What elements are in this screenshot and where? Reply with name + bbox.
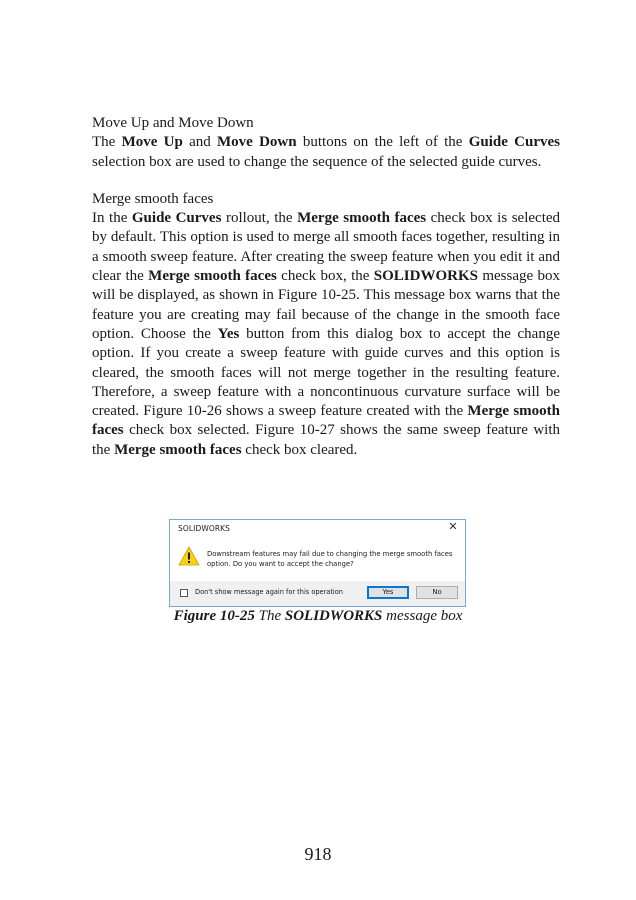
term-merge-smooth-faces: Merge smooth faces (92, 403, 560, 439)
dialog-message (207, 550, 457, 569)
text-run: check box, the (276, 268, 374, 285)
dialog-message-line: option. Do you want to accept the change? (207, 559, 354, 568)
text-run: rollout, the (221, 210, 298, 227)
text-run: The (92, 134, 122, 151)
text-run: check box cleared. (241, 441, 358, 458)
term-merge-smooth-faces: Merge smooth faces (297, 210, 427, 227)
close-icon[interactable]: ✕ (448, 520, 458, 533)
text-run: check box selected. Figure 10-27 shows the same sweep feature with the (92, 422, 560, 458)
caption-text: The (254, 608, 285, 624)
dialog-message-line: Downstream features may fail due to changing the merge smooth faces (207, 550, 453, 558)
caption-text: message box (382, 608, 463, 624)
section-heading-merge-smooth-faces: Merge smooth faces (92, 190, 214, 207)
term-guide-curves: Guide Curves (131, 210, 222, 227)
figure-label: Figure 10-25 (173, 608, 255, 624)
text-run: buttons on the left of the (296, 134, 469, 151)
text-run: selection box are used to change the sequence of the selected guide curves. (92, 153, 542, 170)
term-yes: Yes (217, 325, 240, 342)
dialog-title: SOLIDWORKS (178, 524, 231, 533)
dont-show-again-label: Don't show message again for this operation (195, 588, 343, 596)
solidworks-message-box (169, 519, 466, 607)
term-solidworks: SOLIDWORKS (373, 268, 478, 285)
term-guide-curves: Guide Curves (468, 134, 560, 151)
page-number: 918 (304, 844, 332, 864)
text-run: button from this dialog box to accept the change option. If you create a sweep feature with guide curves and this option is cleared, the smooth faces will not merge together in the resulting feature. Therefore, a sweep feature with a noncontinuous curvature surface will be created. Figure 10-26 shows a sweep feature created with the (92, 325, 560, 420)
dont-show-again-checkbox[interactable] (180, 589, 188, 597)
text-run: check box is selected by default. This option is used to merge all smooth faces together, resulting in a smooth sweep feature. After creating the sweep feature when you edit it and clear the (92, 210, 561, 285)
dialog-footer (170, 581, 465, 606)
text-run: In the (92, 210, 132, 227)
warning-triangle-icon (178, 546, 200, 566)
body-text (92, 114, 560, 460)
term-move-down: Move Down (217, 134, 297, 151)
no-button[interactable]: No (416, 586, 458, 599)
section-heading-move-up-down: Move Up and Move Down (92, 115, 254, 131)
term-move-up: Move Up (121, 134, 183, 151)
yes-button[interactable]: Yes (367, 586, 409, 599)
caption-app-name: SOLIDWORKS (284, 608, 383, 624)
text-run: and (182, 134, 218, 151)
term-merge-smooth-faces: Merge smooth faces (148, 268, 277, 285)
paragraph-gap (92, 172, 560, 190)
paragraph-move-up-down (92, 133, 560, 172)
text-run: message box will be displayed, as shown in Figure 10-25. This message box warns that the feature you are creating may fail because of the change in the smooth face option. Choose the (92, 268, 560, 342)
figure-caption (0, 607, 636, 626)
term-merge-smooth-faces: Merge smooth faces (114, 441, 242, 458)
paragraph-merge-smooth-faces (92, 209, 560, 460)
